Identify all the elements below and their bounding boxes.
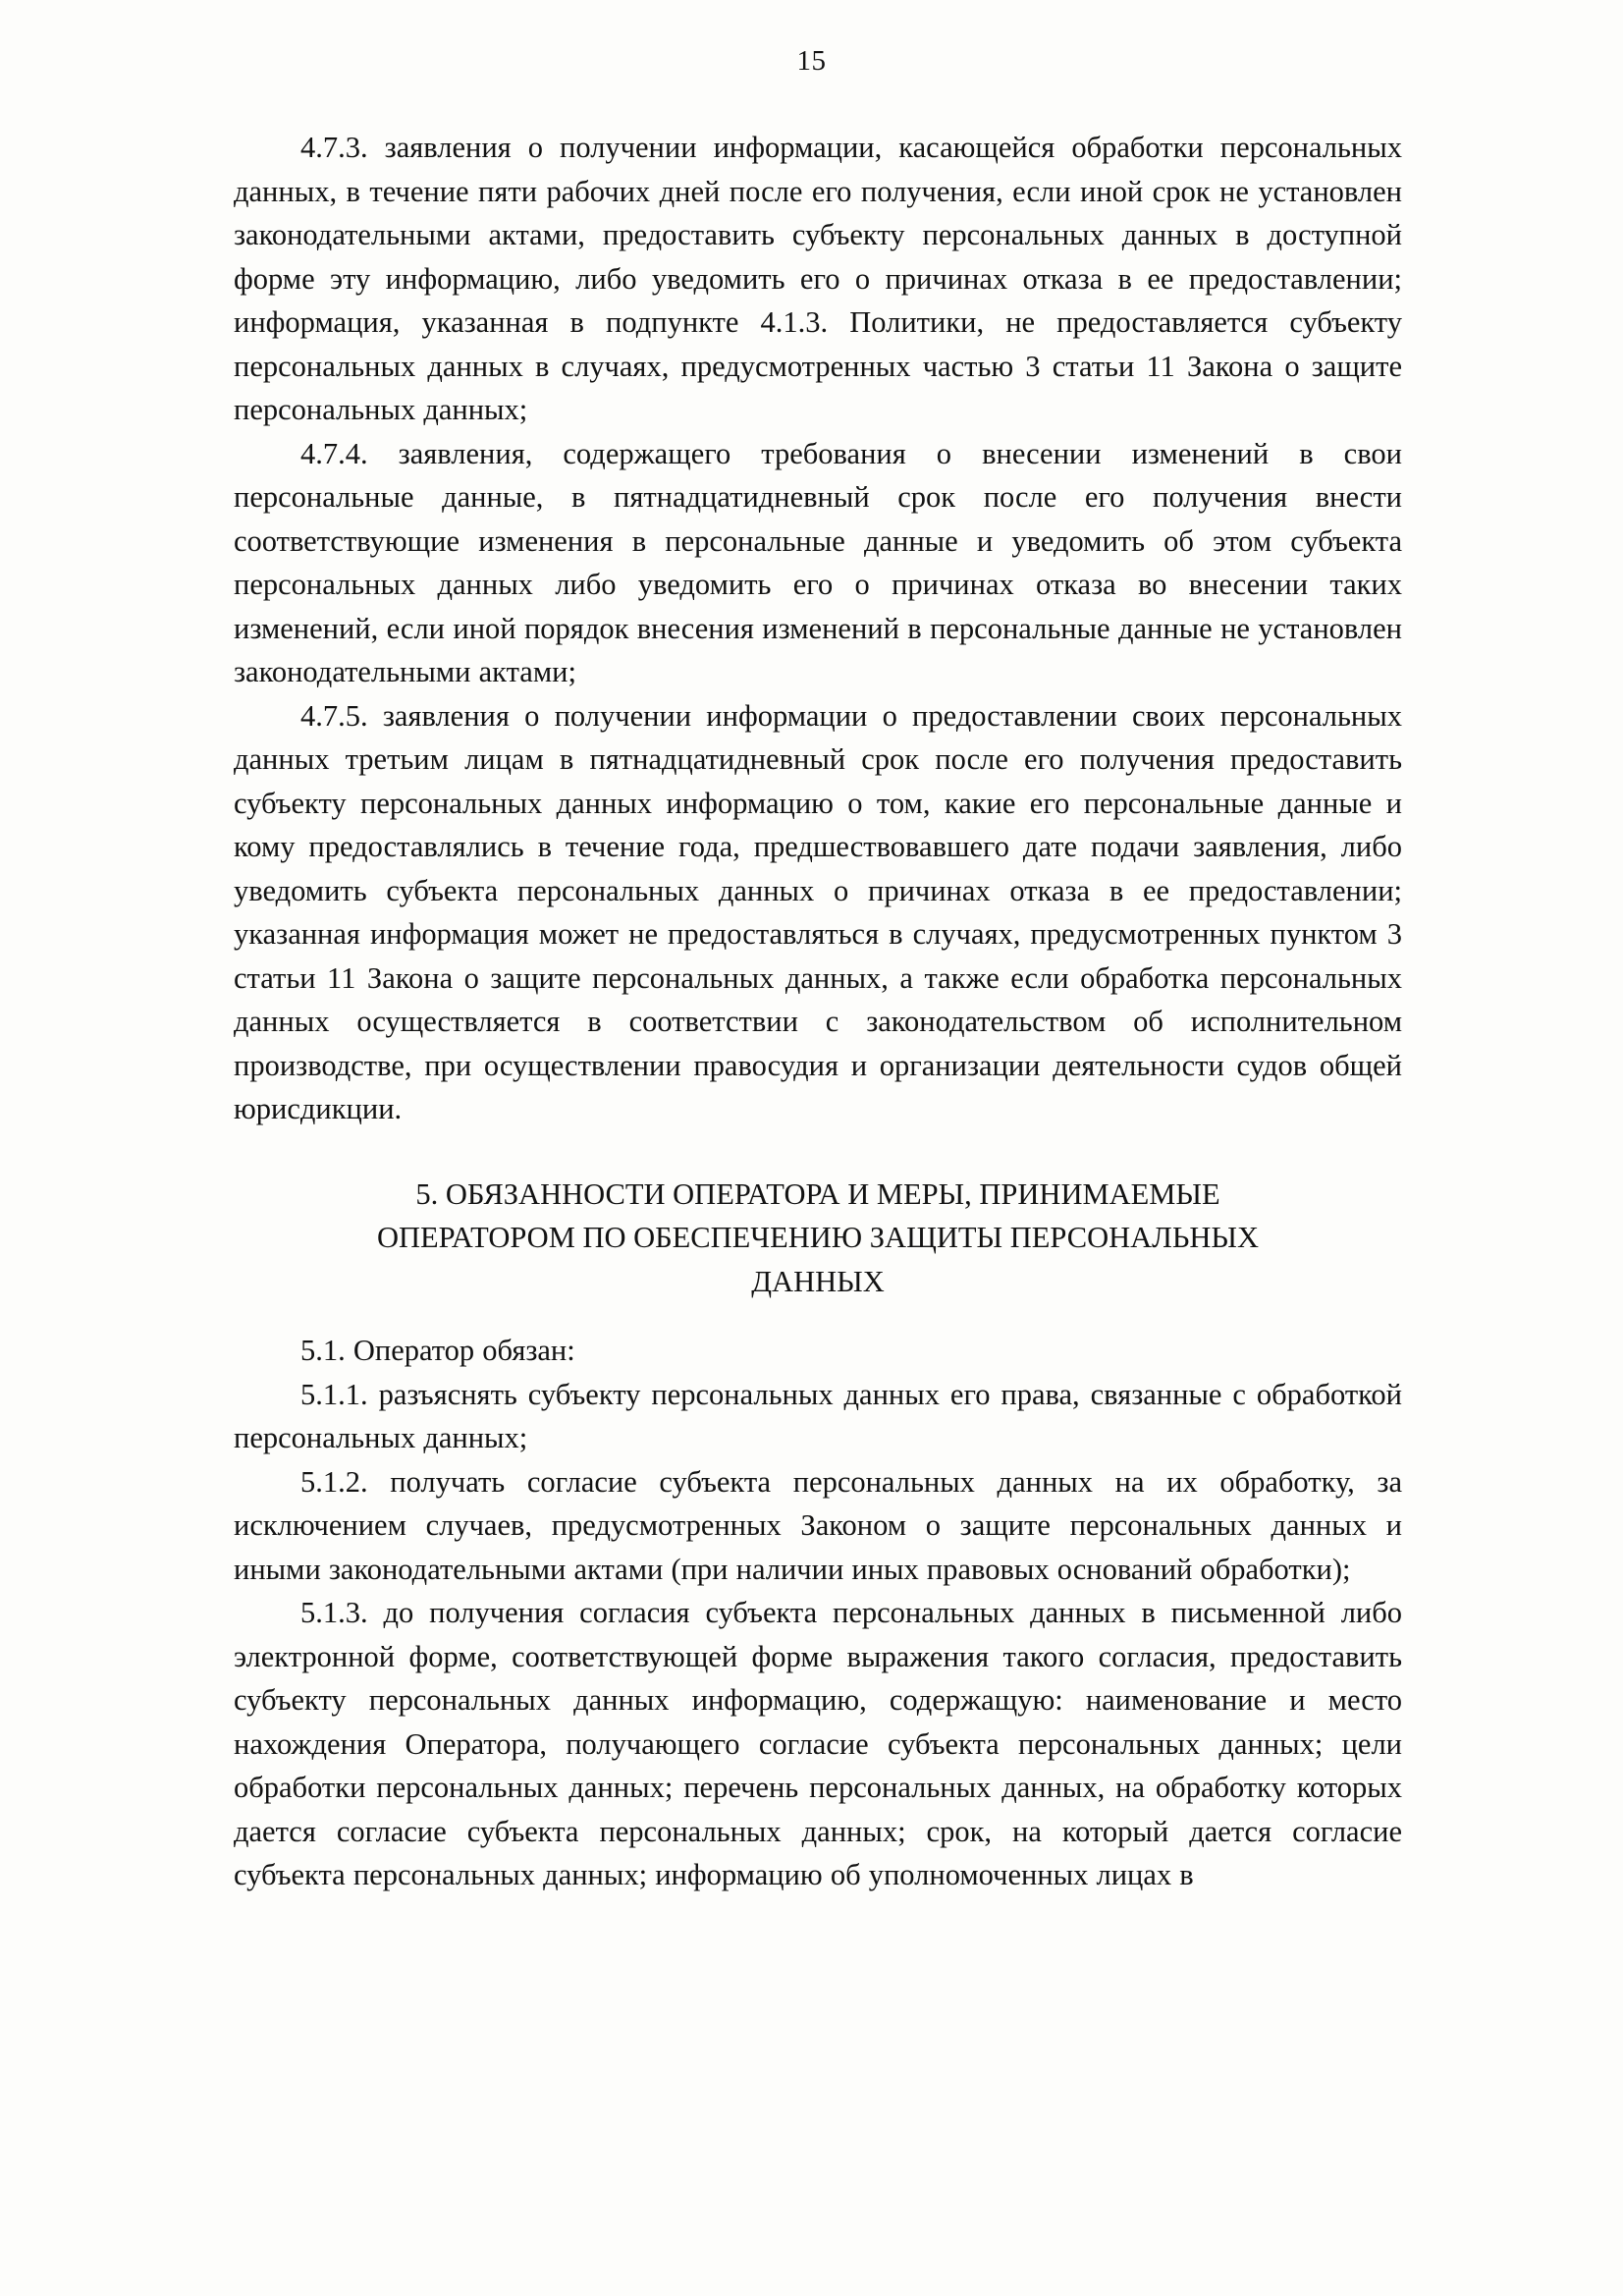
- section-heading-line-2: ОПЕРАТОРОМ ПО ОБЕСПЕЧЕНИЮ ЗАЩИТЫ ПЕРСОНАЛЬНЫХ: [377, 1221, 1259, 1254]
- paragraph-4-7-5: 4.7.5. заявления о получении информации о предоставлении своих персональных данных третьим лицам в пятнадцатидневный срок после его получения предоставить субъекту персональных данных информацию о том, какие его персональные данные и кому предоставлялись в течение года, предшествовавшего дате подачи заявления, либо уведомить субъекта персональных данных о причинах отказа в ее предоставлении; указанная информация может не предоставляться в случаях, предусмотренных пунктом 3 статьи 11 Закона о защите персональных данных, а также если обработка персональных данных осуществляется в соответствии с законодательством об исполнительном производстве, при осуществлении правосудия и организации деятельности судов общей юрисдикции.: [234, 698, 1402, 1125]
- paragraph-5-1-3: 5.1.3. до получения согласия субъекта персональных данных в письменной либо электронной форме, соответствующей форме выражения такого согласия, предоставить субъекту персональных данных информацию, содержащую: наименование и место нахождения Оператора, получающего согласие субъекта персональных данных; цели обработки персональных данных; перечень персональных данных, на обработку которых дается согласие субъекта персональных данных; срок, на который дается согласие субъекта персональных данных; информацию об уполномоченных лицах в: [234, 1596, 1402, 1891]
- page-number: 15: [796, 45, 827, 77]
- section-heading: [234, 1131, 1402, 1310]
- paragraph-5-1-1: 5.1.1. разъяснять субъекту персональных данных его права, связанные с обработкой персональных данных;: [234, 1377, 1402, 1454]
- section-heading-line-1: 5. ОБЯЗАННОСТИ ОПЕРАТОРА И МЕРЫ, ПРИНИМАЕМЫЕ: [415, 1176, 1220, 1211]
- paragraph-4-7-4: 4.7.4. заявления, содержащего требования о внесении изменений в свои персональные данные, в пятнадцатидневный срок после его получения внести соответствующие изменения в персональные данные и уведомить об этом субъекта персональных данных либо уведомить его о причинах отказа во внесении таких изменений, если иной порядок внесения изменений в персональные данные не установлен законодательными актами;: [234, 436, 1402, 688]
- paragraph-5-1-2: 5.1.2. получать согласие субъекта персональных данных на их обработку, за исключением случаев, предусмотренных Законом о защите персональных данных и иными законодательными актами (при наличии иных правовых оснований обработки);: [234, 1464, 1402, 1586]
- paragraph-5-1: 5.1. Оператор обязан:: [300, 1334, 575, 1367]
- page-content: [234, 126, 1402, 1897]
- paragraph-4-7-3: 4.7.3. заявления о получении информации, касающейся обработки персональных данных, в течение пяти рабочих дней после его получения, если иной срок не установлен законодательными актами, предоставить субъекту персональных данных в доступной форме эту информацию, либо уведомить его о причинах отказа в ее предоставлении; информация, указанная в подпункте 4.1.3. Политики, не предоставляется субъекту персональных данных в случаях, предусмотренных частью 3 статьи 11 Закона о защите персональных данных;: [234, 131, 1402, 426]
- section-heading-line-3: ДАННЫХ: [751, 1264, 885, 1298]
- heading-spacer: [234, 1309, 1402, 1329]
